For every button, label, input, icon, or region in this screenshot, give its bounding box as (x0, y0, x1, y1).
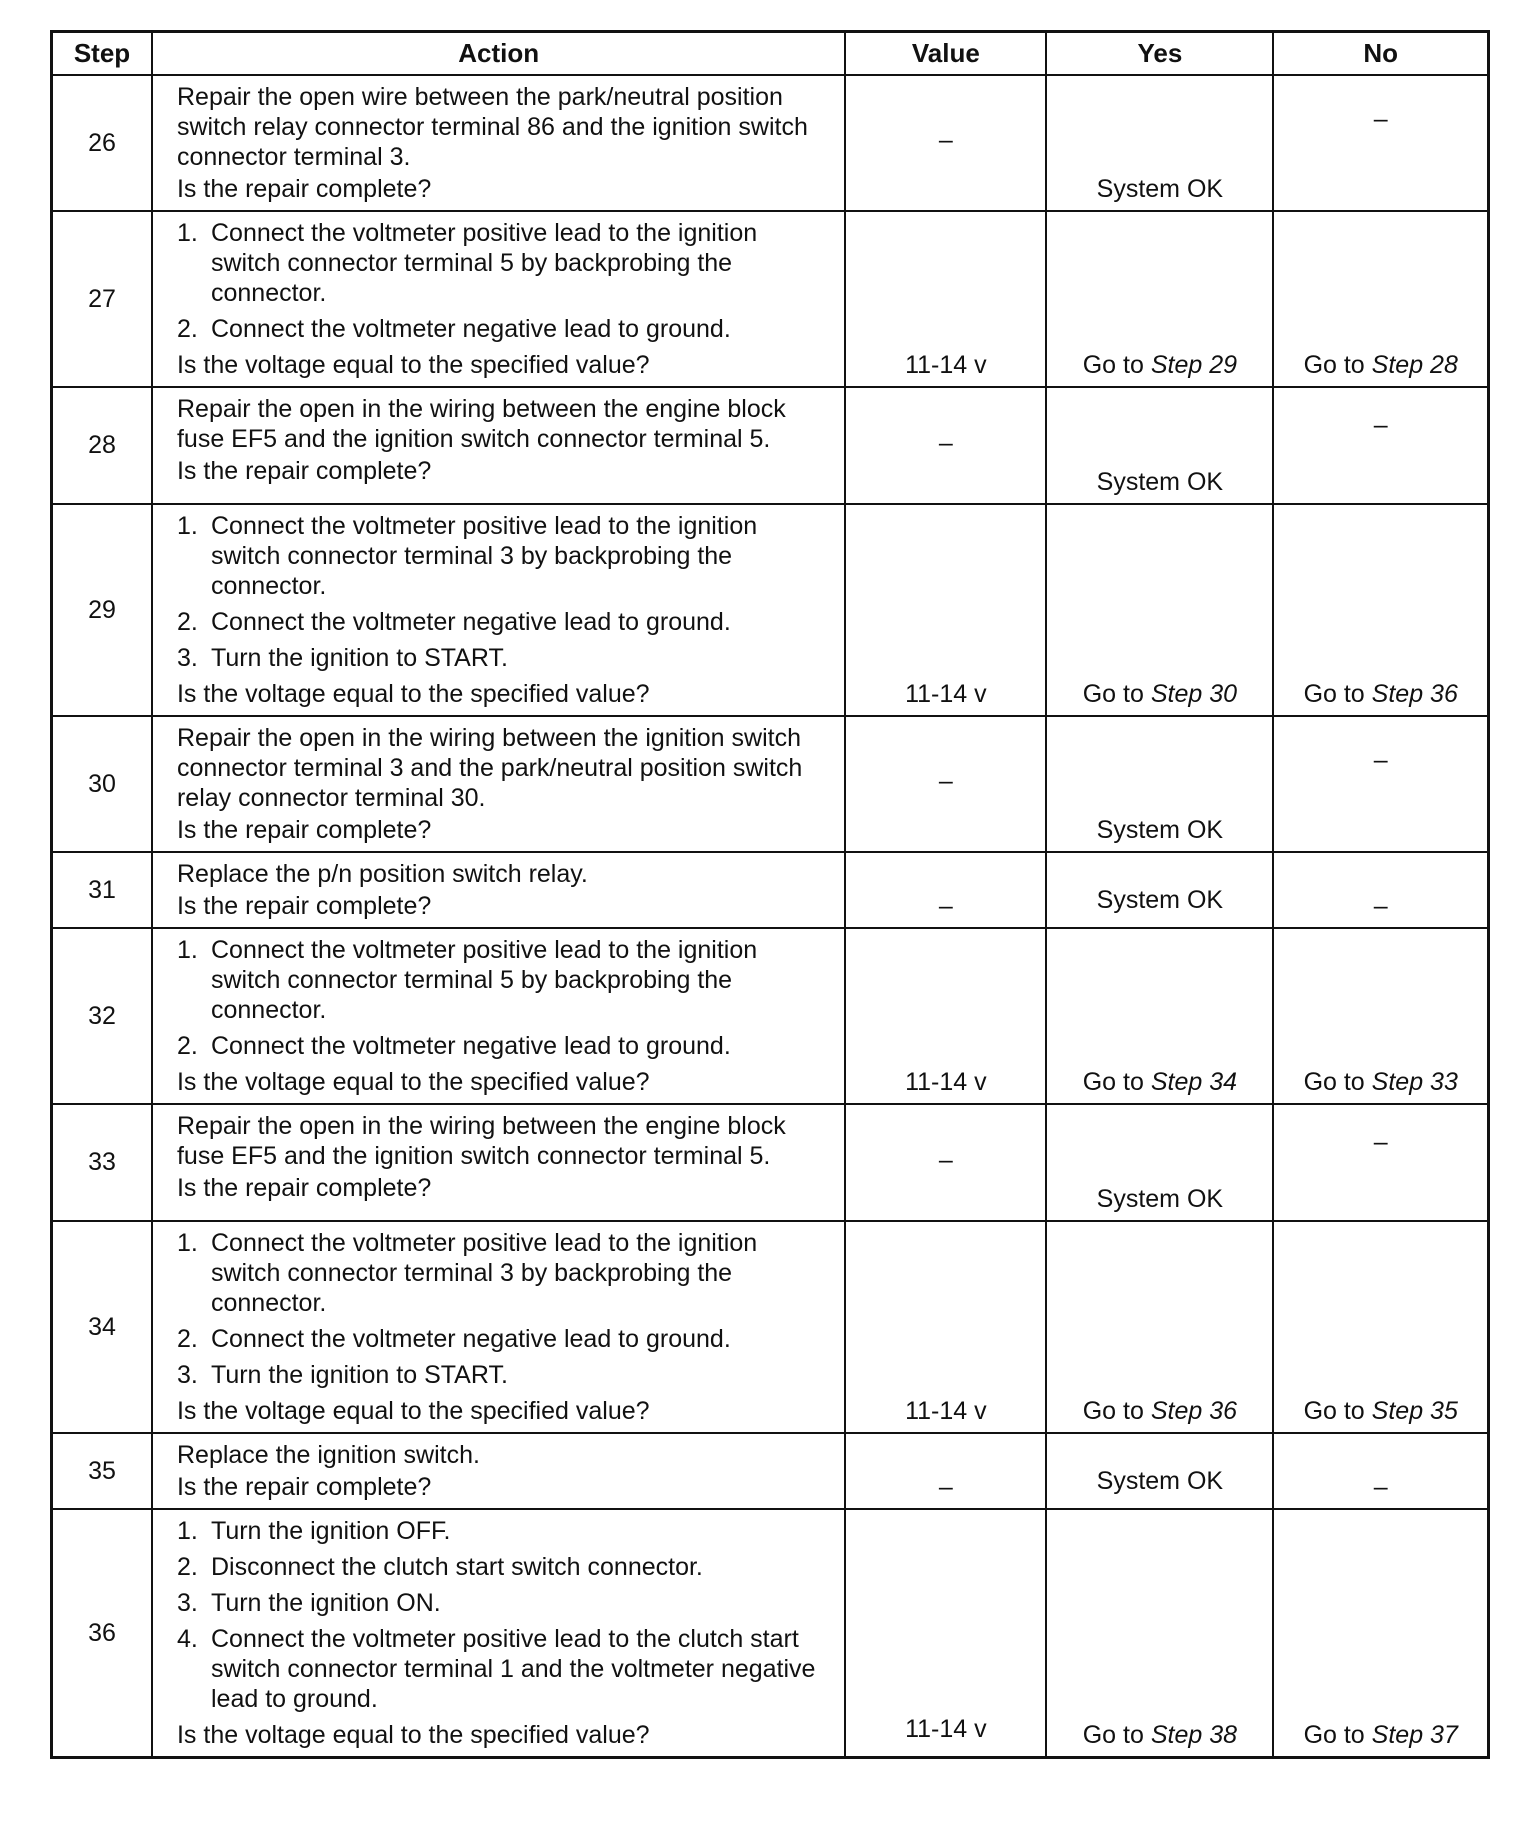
step-link: Step 35 (1371, 1397, 1458, 1425)
value-cell (845, 1104, 1046, 1221)
step-link: Step 34 (1150, 1068, 1238, 1096)
yes-text: Go to Step 38 (1082, 1721, 1238, 1749)
value-text: 11-14 v (905, 1397, 987, 1425)
list-item: 3. Turn the ignition to START. (176, 1361, 508, 1389)
header-no: No (1273, 32, 1488, 76)
list-item: 1. Turn the ignition OFF. (176, 1517, 451, 1545)
action-cell (152, 1221, 845, 1433)
yes-cell (1046, 1433, 1273, 1509)
value-text: 11-14 v (905, 1068, 987, 1096)
yes-text: Go to Step 30 (1082, 680, 1238, 708)
no-text: – (1373, 410, 1388, 439)
yes-text: System OK (1096, 1467, 1224, 1495)
value-text: – (938, 1145, 953, 1174)
action-cell (152, 211, 845, 387)
yes-text: System OK (1096, 468, 1224, 496)
table-row (52, 1509, 1489, 1758)
list-item: 4. Connect the voltmeter positive lead to the clutch start switch connector terminal 1 and the voltmeter negative lead to ground. (176, 1625, 816, 1713)
step-number: 31 (52, 852, 152, 928)
step-link: Step 28 (1371, 351, 1458, 379)
list-item: 1. Connect the voltmeter positive lead to the ignition switch connector terminal 3 by backprobing the connector. (176, 512, 758, 600)
action-cell (152, 504, 845, 716)
yes-text: System OK (1096, 816, 1224, 844)
no-cell (1273, 211, 1488, 387)
table-row (52, 928, 1489, 1104)
value-text: 11-14 v (905, 351, 987, 379)
list-item: 2. Connect the voltmeter negative lead to ground. (176, 1325, 731, 1353)
value-text: 11-14 v (905, 680, 987, 708)
list-item: 2. Connect the voltmeter negative lead to ground. (176, 1032, 731, 1060)
step-link: Step 36 (1371, 680, 1458, 708)
action-question: Is the voltage equal to the specified value? (176, 1397, 650, 1425)
value-cell (845, 1509, 1046, 1758)
step-link: Step 30 (1150, 680, 1238, 708)
no-text: – (1373, 1473, 1388, 1501)
action-question: Is the voltage equal to the specified value? (176, 1721, 650, 1749)
header-action: Action (152, 32, 845, 76)
value-cell (845, 504, 1046, 716)
step-number: 34 (52, 1221, 152, 1433)
step-number: 26 (52, 75, 152, 211)
no-text: Go to Step 33 (1303, 1068, 1458, 1096)
yes-text: Go to Step 29 (1082, 351, 1238, 379)
value-text: – (938, 126, 953, 154)
value-text: – (938, 1473, 953, 1501)
no-cell (1273, 928, 1488, 1104)
value-text: 11-14 v (905, 1715, 987, 1743)
step-number: 29 (52, 504, 152, 716)
value-text: – (938, 428, 953, 457)
yes-text: Go to Step 34 (1082, 1068, 1238, 1096)
value-cell (845, 75, 1046, 211)
yes-cell (1046, 211, 1273, 387)
action-question: Is the repair complete? (176, 175, 432, 203)
table-row (52, 716, 1489, 852)
table-row (52, 387, 1489, 504)
action-steps (177, 1228, 830, 1390)
no-cell (1273, 852, 1488, 928)
action-question: Is the repair complete? (176, 1174, 432, 1202)
action-cell (152, 928, 845, 1104)
action-cell (152, 75, 845, 211)
action-question: Is the repair complete? (176, 816, 432, 844)
list-item: 1. Connect the voltmeter positive lead to the ignition switch connector terminal 5 by backprobing the connector. (176, 936, 758, 1024)
value-cell (845, 211, 1046, 387)
yes-cell (1046, 716, 1273, 852)
action-text: Replace the ignition switch. (176, 1441, 480, 1469)
yes-cell (1046, 928, 1273, 1104)
no-cell (1273, 75, 1488, 211)
step-number: 30 (52, 716, 152, 852)
no-cell (1273, 1104, 1488, 1221)
action-question: Is the voltage equal to the specified value? (176, 1068, 650, 1096)
action-text: Repair the open in the wiring between the engine block fuse EF5 and the ignition switch connector terminal 5. (176, 395, 786, 453)
step-link: Step 37 (1371, 1721, 1458, 1749)
action-steps (177, 218, 830, 344)
header-value: Value (845, 32, 1046, 76)
step-number: 28 (52, 387, 152, 504)
no-text: – (1373, 104, 1388, 133)
list-item: 1. Connect the voltmeter positive lead to the ignition switch connector terminal 5 by backprobing the connector. (176, 219, 758, 307)
list-item: 2. Disconnect the clutch start switch connector. (176, 1553, 703, 1581)
header-row (52, 32, 1489, 76)
yes-cell (1046, 504, 1273, 716)
list-item: 3. Turn the ignition ON. (176, 1589, 441, 1617)
no-text: – (1373, 745, 1388, 774)
step-number: 36 (52, 1509, 152, 1758)
value-cell (845, 716, 1046, 852)
header-step: Step (52, 32, 152, 76)
yes-cell (1046, 1509, 1273, 1758)
step-link: Step 38 (1150, 1721, 1238, 1749)
action-text: Replace the p/n position switch relay. (176, 860, 588, 888)
step-number: 32 (52, 928, 152, 1104)
list-item: 3. Turn the ignition to START. (176, 644, 508, 672)
value-cell (845, 852, 1046, 928)
step-number: 33 (52, 1104, 152, 1221)
yes-cell (1046, 387, 1273, 504)
action-cell (152, 1433, 845, 1509)
action-cell (152, 852, 845, 928)
action-text: Repair the open in the wiring between the engine block fuse EF5 and the ignition switch connector terminal 5. (176, 1112, 786, 1170)
table-row (52, 504, 1489, 716)
list-item: 2. Connect the voltmeter negative lead to ground. (176, 608, 731, 636)
value-cell (845, 1221, 1046, 1433)
action-question: Is the voltage equal to the specified value? (176, 680, 650, 708)
yes-text: Go to Step 36 (1082, 1397, 1238, 1425)
no-cell (1273, 1221, 1488, 1433)
yes-text: System OK (1096, 1185, 1224, 1213)
no-cell (1273, 387, 1488, 504)
no-text: – (1373, 1127, 1388, 1156)
no-text: Go to Step 28 (1303, 351, 1458, 379)
list-item: 2. Connect the voltmeter negative lead to ground. (176, 315, 731, 343)
step-link: Step 33 (1371, 1068, 1458, 1096)
table-row (52, 852, 1489, 928)
table-row (52, 1433, 1489, 1509)
step-link: Step 36 (1150, 1397, 1238, 1425)
diagnostic-table (50, 30, 1490, 1759)
action-cell (152, 1509, 845, 1758)
value-text: – (938, 892, 953, 920)
value-cell (845, 387, 1046, 504)
action-question: Is the repair complete? (176, 457, 432, 485)
step-number: 27 (52, 211, 152, 387)
no-cell (1273, 1433, 1488, 1509)
list-item: 1. Connect the voltmeter positive lead to the ignition switch connector terminal 3 by backprobing the connector. (176, 1229, 758, 1317)
action-steps (177, 511, 830, 673)
value-text: – (938, 767, 953, 795)
no-cell (1273, 504, 1488, 716)
table-row (52, 211, 1489, 387)
action-text: Repair the open wire between the park/neutral position switch relay connector terminal 86 and the ignition switch connector terminal 3. (176, 83, 808, 171)
value-cell (845, 1433, 1046, 1509)
yes-text: System OK (1096, 175, 1224, 203)
no-cell (1273, 1509, 1488, 1758)
yes-cell (1046, 75, 1273, 211)
value-cell (845, 928, 1046, 1104)
yes-cell (1046, 1104, 1273, 1221)
table-row (52, 75, 1489, 211)
header-yes: Yes (1046, 32, 1273, 76)
action-cell (152, 387, 845, 504)
action-question: Is the repair complete? (176, 1473, 432, 1501)
action-cell (152, 716, 845, 852)
no-text: Go to Step 37 (1303, 1721, 1458, 1749)
action-cell (152, 1104, 845, 1221)
no-cell (1273, 716, 1488, 852)
action-question: Is the repair complete? (176, 892, 432, 920)
action-text: Repair the open in the wiring between the ignition switch connector terminal 3 and the park/neutral position switch relay connector terminal 30. (176, 724, 803, 812)
no-text: Go to Step 36 (1303, 680, 1458, 708)
action-question: Is the voltage equal to the specified value? (176, 351, 650, 379)
yes-cell (1046, 852, 1273, 928)
table-row (52, 1221, 1489, 1433)
action-steps (177, 935, 830, 1061)
table-row (52, 1104, 1489, 1221)
no-text: – (1373, 892, 1388, 920)
step-link: Step 29 (1150, 351, 1238, 379)
action-steps (177, 1516, 830, 1714)
no-text: Go to Step 35 (1303, 1397, 1458, 1425)
step-number: 35 (52, 1433, 152, 1509)
yes-cell (1046, 1221, 1273, 1433)
yes-text: System OK (1096, 886, 1224, 914)
